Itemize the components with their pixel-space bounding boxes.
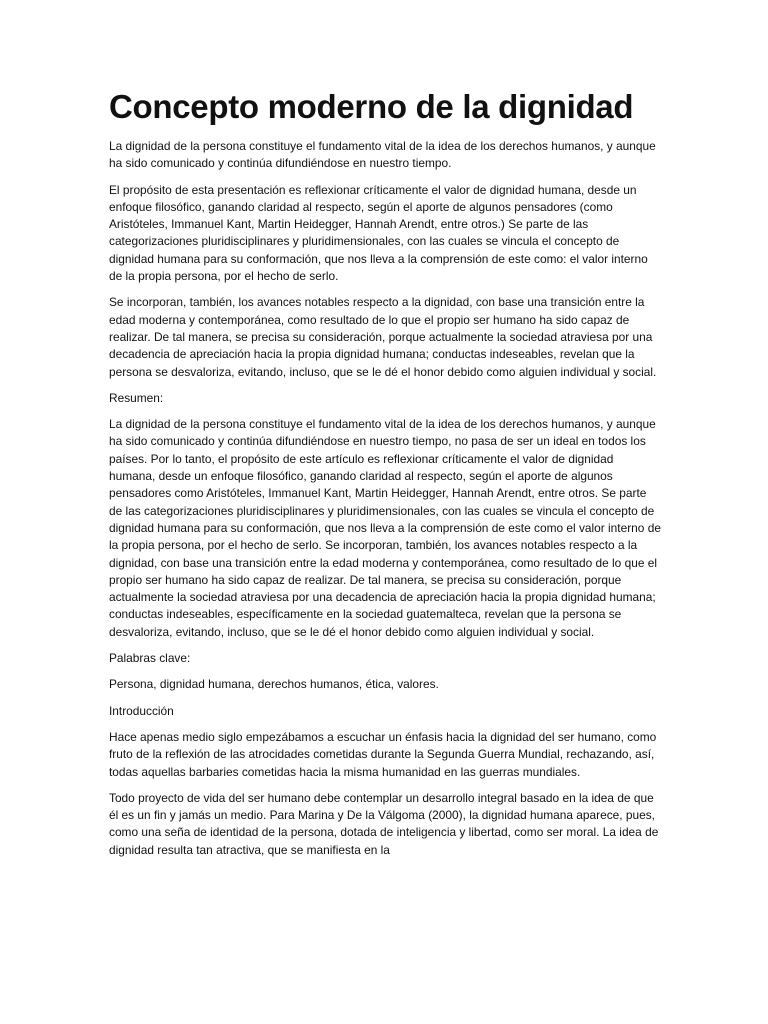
resumen-heading: Resumen: bbox=[109, 390, 164, 405]
paragraph-advances: Se incorporan, también, los avances notables respecto a la dignidad, con base una transición entre la edad moderna y contemporánea, como resultado de lo que el propio ser humano ha sido capaz de realizar. De tal manera, se precisa su consideración, porque actualmente la sociedad atraviesa por una decadencia de apreciación hacia la propia dignidad humana; conductas indeseables, revelan que la persona se desvaloriza, evitando, incluso, que se le dé el honor debido como alguien individual y social. bbox=[109, 295, 657, 379]
paragraph-introduction-1: Hace apenas medio siglo empezábamos a escuchar un énfasis hacia la dignidad del ser humano, como fruto de la reflexión de las atrocidades cometidas durante la Segunda Guerra Mundial, rechazando, así, todas aquellas barbaries cometidas hacia la misma humanidad en las guerras mundiales. bbox=[109, 729, 657, 779]
document-body bbox=[109, 86, 661, 868]
paragraph-resumen: La dignidad de la persona constituye el fundamento vital de la idea de los derechos humanos, y aunque ha sido comunicado y continúa difundiéndose en nuestro tiempo, no pasa de ser un ideal en todos los países. Por lo tanto, el propósito de este artículo es reflexionar críticamente el valor de dignidad humana, desde un enfoque filosófico, ganando claridad al respecto, según el aporte de algunos pensadores como Aristóteles, Immanuel Kant, Martin Heidegger, Hannah Arendt, entre otros. Se parte de las categorizaciones pluridisciplinares y pluridimensionales, con las cuales se vincula el concepto de dignidad humana para su conformación, que nos lleva a la comprensión de este como el valor interno de la propia persona, por el hecho de serlo. Se incorporan, también, los avances notables respecto a la dignidad, con base una transición entre la edad moderna y contemporánea, como resultado de lo que el propio ser humano ha sido capaz de realizar. De tal manera, se precisa su consideración, porque actualmente la sociedad atraviesa por una decadencia de apreciación hacia la propia dignidad humana; conductas indeseables, específicamente en la sociedad guatemalteca, revelan que la persona se desvaloriza, evitando, incluso, que se le dé el honor debido como alguien individual y social. bbox=[109, 417, 661, 639]
introduction-heading: Introducción bbox=[109, 703, 174, 718]
paragraph-intro-summary: La dignidad de la persona constituye el fundamento vital de la idea de los derechos humanos, y aunque ha sido comunicado y continúa difundiéndose en nuestro tiempo. bbox=[109, 139, 656, 171]
paragraph-keywords: Persona, dignidad humana, derechos humanos, ética, valores. bbox=[109, 677, 439, 692]
keywords-heading: Palabras clave: bbox=[109, 651, 191, 666]
paragraph-purpose: El propósito de esta presentación es reflexionar críticamente el valor de dignidad humana, desde un enfoque filosófico, ganando claridad al respecto, según el aporte de algunos pensadores (como Aristóteles, Immanuel Kant, Martin Heidegger, Hannah Arendt, entre otros.) Se parte de las categorizaciones pluridisciplinares y pluridimensionales, con las cuales se vincula el concepto de dignidad humana para su conformación, que nos lleva a la comprensión de este como: el valor interno de la propia persona, por el hecho de serlo. bbox=[109, 182, 648, 284]
page-title: Concepto moderno de la dignidad bbox=[109, 88, 634, 125]
paragraph-introduction-2: Todo proyecto de vida del ser humano debe contemplar un desarrollo integral basado en la idea de que él es un fin y jamás un medio. Para Marina y De la Válgoma (2000), la dignidad humana aparece, pues, como una seña de identidad de la persona, dotada de inteligencia y libertad, como ser moral. La idea de dignidad resulta tan atractiva, que se manifiesta en la bbox=[109, 790, 659, 857]
